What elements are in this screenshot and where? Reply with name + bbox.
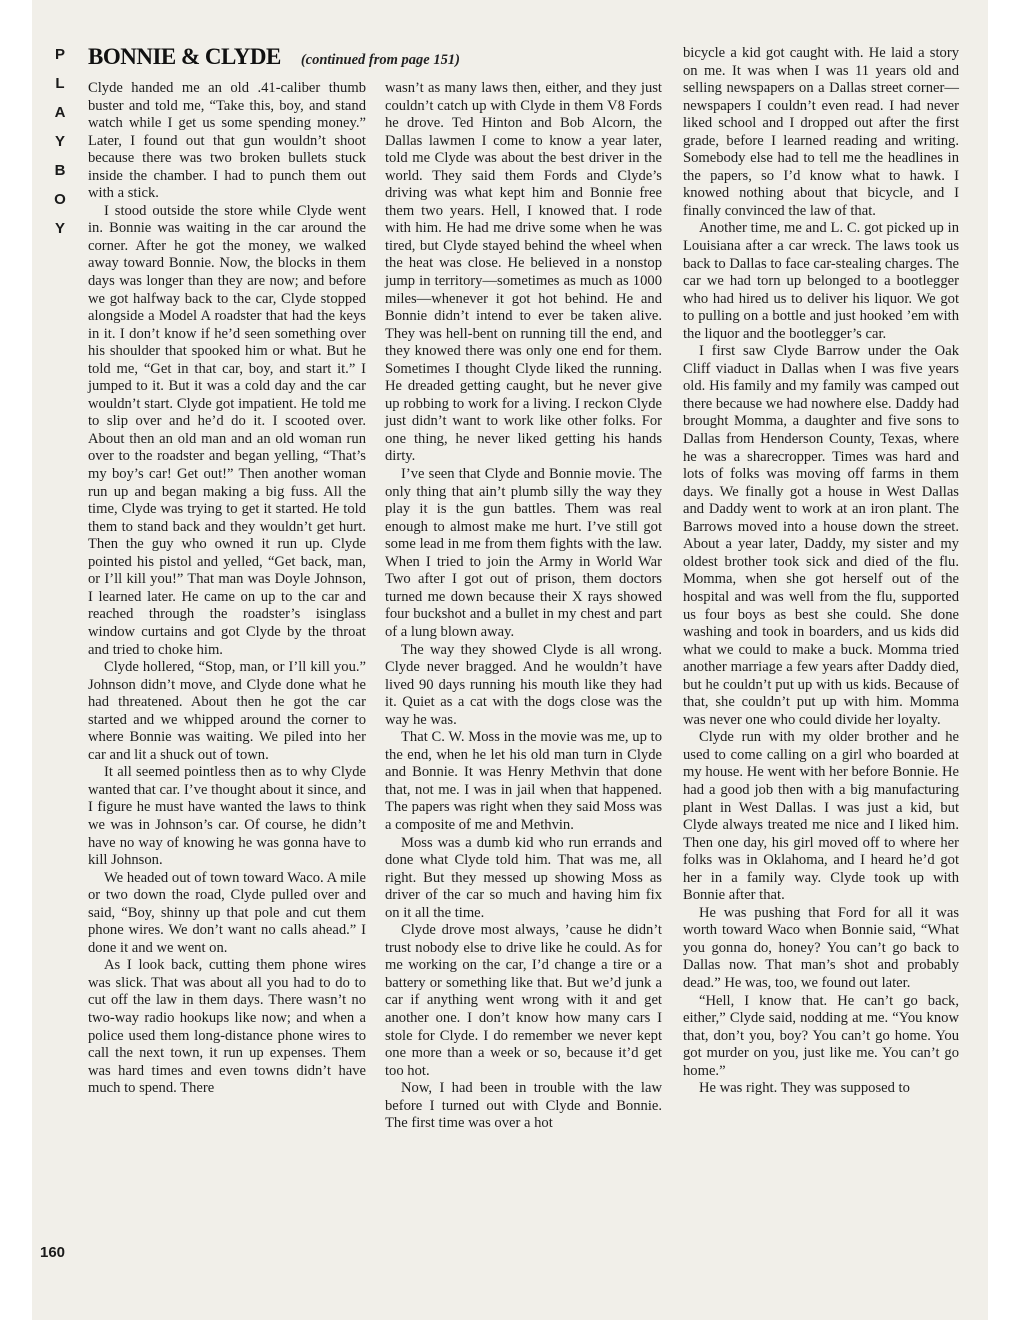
paragraph: I stood outside the store while Clyde went in. Bonnie was waiting in the car around the corner. After he got the money, we walked away toward Bonnie. Now, the blocks in them days was longer than they are now; and before we got halfway back to the car, Clyde stopped alongside a Model A roadster that had the keys in it. I don’t know if he’d seen something over his shoulder that spooked him or what. But he told me, “Get in that car, boy, and start it.” I jumped to it. But it was a cold day and the car wouldn’t start. Clyde got impatient. He told me to slip over and he’d do it. I scooted over. About then an old man and an old woman run over to the roadster and began yelling, “That’s my boy’s car! Get out!” Then another woman run up and began making a big fuss. All the time, Clyde was trying to get it started. He told them to stand back and they wouldn’t get hurt. Then the guy who owned it run up. Clyde pointed his pistol and yelled, “Get back, man, or I’ll kill you!” That man was Doyle Johnson, I learned later. He came on up to the car and reached through the roadster’s isinglass window curtains and got Clyde by the throat and tried to choke him. — [88, 202, 366, 658]
vertical-letter: Y — [54, 133, 65, 150]
text-column-2 — [385, 80, 662, 1133]
paragraph: I’ve seen that Clyde and Bonnie movie. The only thing that ain’t plumb silly the way they play it is the gun battles. Them was real enough to almost make me hurt. I’ve still got some lead in me from them fights with the law. When I tried to join the Army in World War Two after I got out of prison, them doctors turned me down because their X rays showed four buckshot and a bullet in my chest and part of a lung blown away. — [385, 466, 662, 640]
vertical-letter: Y — [54, 220, 65, 237]
paragraph: Now, I had been in trouble with the law before I turned out with Clyde and Bonnie. The first time was over a hot — [385, 1080, 662, 1132]
paragraph: He was right. They was supposed to — [699, 1080, 910, 1097]
paragraph: It all seemed pointless then as to why Clyde wanted that car. I’ve thought about it since, and I figure he must have wanted the laws to think we was in Johnson’s car. Of course, he didn’t have no way of knowing he was gonna have to kill Johnson. — [88, 764, 366, 869]
paragraph: I first saw Clyde Barrow under the Oak Cliff viaduct in Dallas when I was five years old. His family and my family was camped out there because we had nowhere else. Daddy had brought Momma, a daughter and five sons to Dallas from Henderson County, Texas, where he was a sharecropper. Times was hard and lots of folks was moving off farms in them days. We finally got a house in West Dallas and Daddy went to work at an iron plant. The Barrows moved into a house down the street. About a year later, Daddy, my sister and my oldest brother took sick and died of the flu. Momma, when she got herself out of the hospital and was well from the flu, supported us four boys as best she could. She done washing and took in boarders, and us kids did what we could to make a buck. Momma tried another marriage a few years after Daddy died, but he couldn’t put up with us kids. Because of that, she couldn’t put up with him. Momma was never one who could divide her loyalty. — [683, 343, 959, 728]
vertical-letter: L — [55, 75, 65, 92]
paragraph: As I look back, cutting them phone wires was slick. That was about all you had to do to cut off the law in them days. There wasn’t no two-way radio hookups like now; and when a police used them long-distance phone wires to call the next town, it run up expenses. Them was hard times and even towns didn’t have much to spend. There — [88, 957, 366, 1097]
vertical-letter: B — [54, 162, 66, 179]
paragraph: Clyde run with my older brother and he used to come calling on a girl who boarded at my house. He went with her before Bonnie. He had a good job then with a big manufacturing plant in West Dallas. I was just a kid, but Clyde always treated me nice and I liked him. Then one day, his girl moved off to where her folks was in Oklahoma, and I heard he’d got her in a family way. Clyde took up with Bonnie after that. — [683, 729, 959, 904]
paragraph: The way they showed Clyde is all wrong. Clyde never bragged. And he wouldn’t have lived 90 days running his mouth like they had it. Quiet as a cat with the dogs close was the way he was. — [385, 641, 662, 728]
paragraph: Another time, me and L. C. got picked up in Louisiana after a car wreck. The laws took us back to Dallas to face car-stealing charges. The car we had torn up belonged to a bootlegger who had hired us to deliver his liquor. We got to pulling on a bottle and just hooked ’em with the liquor and the bootlegger’s car. — [683, 220, 959, 342]
paragraph: We headed out of town toward Waco. A mile or two down the road, Clyde pulled over and said, “Boy, shinny up that pole and cut them phone wires. We don’t want no calls ahead.” I done it and we went on. — [88, 869, 366, 956]
paragraph: Clyde handed me an old .41-caliber thumb buster and told me, “Take this, boy, and stand watch while I get us some spending money.” Later, I found out that gun wouldn’t shoot because there was two broken bullets stuck inside the chamber. I had to punch them out with a stick. — [88, 80, 366, 202]
paragraph: That C. W. Moss in the movie was me, up to the end, when he let his old man turn in Clyde and Bonnie. It was Henry Methvin that done that, not me. I was in jail when that happened. The papers was right when they said Moss was a composite of me and Methvin. — [385, 729, 662, 833]
continued-note: (continued from page 151) — [300, 52, 460, 68]
paragraph: “Hell, I know that. He can’t go back, either,” Clyde said, nodding at me. “You know that, don’t you, boy? You can’t go home. You got murder on you, just like me. You can’t go home.” — [683, 992, 959, 1079]
vertical-letter: P — [54, 46, 65, 63]
magazine-name-vertical — [52, 40, 68, 243]
paragraph: He was pushing that Ford for all it was worth toward Waco when Bonnie said, “What you gonna do, honey? You can’t go back to Dallas now. That man’s shot and probably dead.” He was, too, we found out later. — [683, 904, 959, 991]
vertical-letter: A — [54, 104, 66, 121]
page-number: 160 — [40, 1244, 66, 1261]
article-title: BONNIE & CLYDE — [88, 44, 281, 69]
paragraph: Clyde hollered, “Stop, man, or I’ll kill you.” Johnson didn’t move, and Clyde done what he had threatened. About then he got the car started and we whipped around the corner to where Bonnie was waiting. We piled into her car and lit a shuck out of town. — [88, 659, 366, 763]
text-column-1 — [88, 80, 366, 1098]
vertical-letter: O — [54, 191, 66, 208]
text-column-3 — [683, 45, 959, 1098]
paragraph: Clyde drove most always, ’cause he didn’t trust nobody else to drive like he could. As for me working on the car, I’d change a tire or a battery or something like that. But we’d junk a car if anything went wrong with it and get another one. I don’t know how many cars I stole for Clyde. I do remember we never kept one more than a week or so, because it’d get too hot. — [385, 922, 662, 1079]
paragraph: Moss was a dumb kid who run errands and done what Clyde told him. That was me, all right. But they messed up showing Moss as driver of the car so much and having him fix on it all the time. — [385, 834, 662, 921]
paragraph: wasn’t as many laws then, either, and they just couldn’t catch up with Clyde in them V8 Fords he drove. Ted Hinton and Bob Alcorn, the Dallas lawmen I come to know a year later, told me Clyde was about the best driver in the world. They said them Fords and Clyde’s driving was what kept him and Bonnie free them two years. Hell, I knowed that. I rode with him. He had me drive some when he was tired, but Clyde stayed behind the wheel when the heat was close. He believed in a nonstop jump in territory—sometimes as much as 1000 miles—whenever it got hot behind. He and Bonnie didn’t intend to ever be taken alive. They was hell-bent on running till the end, and they knowed there was only one end for them. Sometimes I thought Clyde liked the running. He dreaded getting caught, but he never give up robbing to work for a living. I reckon Clyde just didn’t want to work like other folks. For one thing, he never liked getting his hands dirty. — [385, 80, 662, 465]
paragraph: bicycle a kid got caught with. He laid a story on me. It was when I was 11 years old and selling newspapers on a Dallas street corner—newspapers I couldn’t even read. I had never liked school and I dropped out after the first grade, before I learned reading and writing. Somebody else had to tell me the headlines in the papers, so I’d know what to hawk. I knowed nothing about that bicycle, and I finally convinced the law of that. — [683, 45, 959, 219]
article-header — [88, 44, 460, 70]
